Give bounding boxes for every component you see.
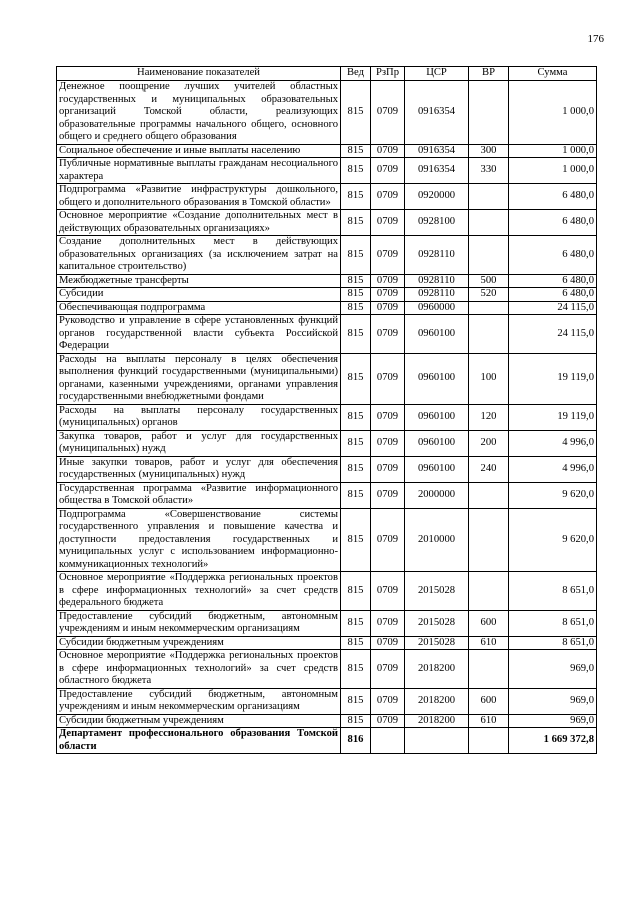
cell-vr: 500: [469, 274, 509, 288]
cell-rzpr: 0709: [371, 236, 405, 275]
cell-name: Создание дополнительных мест в действующих образовательных организациях (за исключением затрат на капитальное строительство): [57, 236, 341, 275]
cell-sum: 6 480,0: [509, 210, 597, 236]
cell-name: Государственная программа «Развитие информационного общества в Томской области»: [57, 482, 341, 508]
cell-csr: 0960000: [405, 301, 469, 315]
cell-ved: 815: [341, 210, 371, 236]
header-ved: Вед: [341, 67, 371, 81]
table-row: [57, 728, 597, 754]
cell-name: Закупка товаров, работ и услуг для государственных (муниципальных) нужд: [57, 430, 341, 456]
cell-ved: 815: [341, 158, 371, 184]
cell-rzpr: 0709: [371, 714, 405, 728]
table-row: [57, 288, 597, 302]
cell-sum: 969,0: [509, 650, 597, 689]
cell-csr: 0960100: [405, 430, 469, 456]
cell-vr: 200: [469, 430, 509, 456]
cell-name: Социальное обеспечение и иные выплаты населению: [57, 144, 341, 158]
cell-rzpr: 0709: [371, 404, 405, 430]
table-row: [57, 430, 597, 456]
table-row: [57, 274, 597, 288]
cell-csr: 2015028: [405, 610, 469, 636]
cell-name: Обеспечивающая подпрограмма: [57, 301, 341, 315]
table-row: [57, 714, 597, 728]
table-row: [57, 688, 597, 714]
cell-ved: 815: [341, 636, 371, 650]
cell-sum: 969,0: [509, 714, 597, 728]
cell-sum: 24 115,0: [509, 301, 597, 315]
cell-ved: 815: [341, 81, 371, 145]
cell-csr: 2010000: [405, 508, 469, 572]
cell-name: Основное мероприятие «Поддержка региональных проектов в сфере информационных технологий» за счет средств федерального бюджета: [57, 572, 341, 611]
cell-vr: 330: [469, 158, 509, 184]
cell-name: Расходы на выплаты персоналу в целях обеспечения выполнения функций государственными (муниципальными) органами, казенными учреждениями, органами управления государственными внебюджетными фондами: [57, 353, 341, 404]
cell-name: Департамент профессионального образования Томской области: [57, 728, 341, 754]
table-row: [57, 301, 597, 315]
cell-csr: 2000000: [405, 482, 469, 508]
cell-rzpr: 0709: [371, 274, 405, 288]
cell-sum: 1 000,0: [509, 81, 597, 145]
cell-ved: 815: [341, 456, 371, 482]
cell-sum: 6 480,0: [509, 274, 597, 288]
cell-ved: 815: [341, 315, 371, 354]
cell-vr: [469, 81, 509, 145]
cell-csr: 2018200: [405, 688, 469, 714]
header-vr: ВР: [469, 67, 509, 81]
cell-vr: 600: [469, 610, 509, 636]
cell-sum: 1 000,0: [509, 158, 597, 184]
cell-name: Основное мероприятие «Создание дополнительных мест в действующих образовательных организациях»: [57, 210, 341, 236]
cell-name: Подпрограмма «Развитие инфраструктуры дошкольного, общего и дополнительного образования в Томской области»: [57, 184, 341, 210]
cell-rzpr: 0709: [371, 144, 405, 158]
cell-sum: 969,0: [509, 688, 597, 714]
cell-rzpr: 0709: [371, 301, 405, 315]
cell-name: Предоставление субсидий бюджетным, автономным учреждениям и иным некоммерческим организациям: [57, 610, 341, 636]
cell-name: Подпрограмма «Совершенствование системы государственного управления и повышение качества и доступности предоставления государственных и муниципальных услуг с использованием информационно-коммуникационных технологий»: [57, 508, 341, 572]
cell-vr: [469, 315, 509, 354]
cell-rzpr: 0709: [371, 456, 405, 482]
cell-vr: [469, 482, 509, 508]
cell-sum: 8 651,0: [509, 636, 597, 650]
cell-csr: 0960100: [405, 353, 469, 404]
cell-ved: 815: [341, 610, 371, 636]
cell-ved: 815: [341, 274, 371, 288]
table-row: [57, 158, 597, 184]
cell-vr: 610: [469, 714, 509, 728]
cell-rzpr: 0709: [371, 288, 405, 302]
header-rzpr: РзПр: [371, 67, 405, 81]
table-row: [57, 144, 597, 158]
cell-sum: 6 480,0: [509, 184, 597, 210]
cell-name: Иные закупки товаров, работ и услуг для обеспечения государственных (муниципальных) нужд: [57, 456, 341, 482]
cell-ved: 816: [341, 728, 371, 754]
cell-ved: 815: [341, 236, 371, 275]
cell-rzpr: 0709: [371, 650, 405, 689]
cell-ved: 815: [341, 430, 371, 456]
cell-ved: 815: [341, 650, 371, 689]
cell-rzpr: 0709: [371, 508, 405, 572]
cell-sum: 8 651,0: [509, 610, 597, 636]
cell-csr: 0916354: [405, 81, 469, 145]
cell-csr: 2018200: [405, 714, 469, 728]
cell-name: Публичные нормативные выплаты гражданам несоциального характера: [57, 158, 341, 184]
table-row: [57, 81, 597, 145]
cell-sum: 24 115,0: [509, 315, 597, 354]
cell-rzpr: 0709: [371, 482, 405, 508]
table-row: [57, 610, 597, 636]
cell-csr: 0916354: [405, 144, 469, 158]
cell-rzpr: 0709: [371, 353, 405, 404]
cell-csr: 0920000: [405, 184, 469, 210]
cell-vr: 520: [469, 288, 509, 302]
cell-rzpr: 0709: [371, 81, 405, 145]
cell-csr: 0960100: [405, 456, 469, 482]
cell-ved: 815: [341, 482, 371, 508]
cell-ved: 815: [341, 714, 371, 728]
table-row: [57, 236, 597, 275]
cell-name: Предоставление субсидий бюджетным, автономным учреждениям и иным некоммерческим организациям: [57, 688, 341, 714]
cell-csr: 0928110: [405, 288, 469, 302]
cell-rzpr: 0709: [371, 430, 405, 456]
cell-rzpr: 0709: [371, 636, 405, 650]
cell-name: Денежное поощрение лучших учителей областных государственных и муниципальных образовательных организаций Томской области, реализующих образовательные программы начального общего, основного общего и среднего общего образования: [57, 81, 341, 145]
cell-ved: 815: [341, 572, 371, 611]
cell-rzpr: [371, 728, 405, 754]
cell-rzpr: 0709: [371, 572, 405, 611]
table-row: [57, 636, 597, 650]
cell-ved: 815: [341, 184, 371, 210]
cell-csr: 2018200: [405, 650, 469, 689]
cell-sum: 4 996,0: [509, 430, 597, 456]
cell-ved: 815: [341, 144, 371, 158]
cell-csr: 0928110: [405, 274, 469, 288]
cell-ved: 815: [341, 301, 371, 315]
cell-rzpr: 0709: [371, 210, 405, 236]
table-row: [57, 508, 597, 572]
cell-sum: 9 620,0: [509, 508, 597, 572]
table-row: [57, 404, 597, 430]
cell-rzpr: 0709: [371, 184, 405, 210]
cell-sum: 4 996,0: [509, 456, 597, 482]
cell-name: Расходы на выплаты персоналу государственных (муниципальных) органов: [57, 404, 341, 430]
cell-sum: 1 669 372,8: [509, 728, 597, 754]
cell-vr: [469, 184, 509, 210]
cell-name: Межбюджетные трансферты: [57, 274, 341, 288]
header-csr: ЦСР: [405, 67, 469, 81]
cell-rzpr: 0709: [371, 315, 405, 354]
cell-sum: 1 000,0: [509, 144, 597, 158]
cell-csr: 0960100: [405, 315, 469, 354]
cell-rzpr: 0709: [371, 688, 405, 714]
header-name: Наименование показателей: [57, 67, 341, 81]
cell-rzpr: 0709: [371, 610, 405, 636]
table-row: [57, 482, 597, 508]
cell-vr: [469, 572, 509, 611]
table-row: [57, 315, 597, 354]
cell-sum: 9 620,0: [509, 482, 597, 508]
cell-vr: 610: [469, 636, 509, 650]
cell-vr: [469, 301, 509, 315]
cell-vr: 600: [469, 688, 509, 714]
table-header-row: [57, 67, 597, 81]
cell-ved: 815: [341, 288, 371, 302]
header-sum: Сумма: [509, 67, 597, 81]
cell-name: Руководство и управление в сфере установленных функций органов государственной власти субъекта Российской Федерации: [57, 315, 341, 354]
cell-name: Субсидии: [57, 288, 341, 302]
cell-vr: [469, 236, 509, 275]
cell-sum: 8 651,0: [509, 572, 597, 611]
table-row: [57, 572, 597, 611]
cell-name: Субсидии бюджетным учреждениям: [57, 714, 341, 728]
cell-csr: [405, 728, 469, 754]
cell-sum: 6 480,0: [509, 236, 597, 275]
cell-sum: 19 119,0: [509, 404, 597, 430]
cell-vr: 120: [469, 404, 509, 430]
table-row: [57, 456, 597, 482]
cell-csr: 2015028: [405, 572, 469, 611]
cell-vr: [469, 728, 509, 754]
page-number: 176: [587, 33, 604, 45]
cell-csr: 2015028: [405, 636, 469, 650]
cell-name: Основное мероприятие «Поддержка региональных проектов в сфере информационных технологий» за счет средств областного бюджета: [57, 650, 341, 689]
cell-ved: 815: [341, 353, 371, 404]
cell-ved: 815: [341, 404, 371, 430]
cell-csr: 0916354: [405, 158, 469, 184]
cell-sum: 19 119,0: [509, 353, 597, 404]
cell-vr: 240: [469, 456, 509, 482]
table-row: [57, 650, 597, 689]
cell-vr: 300: [469, 144, 509, 158]
table-row: [57, 210, 597, 236]
table-row: [57, 353, 597, 404]
cell-csr: 0928110: [405, 236, 469, 275]
cell-vr: [469, 210, 509, 236]
cell-vr: 100: [469, 353, 509, 404]
cell-csr: 0960100: [405, 404, 469, 430]
cell-name: Субсидии бюджетным учреждениям: [57, 636, 341, 650]
table-row: [57, 184, 597, 210]
cell-vr: [469, 508, 509, 572]
cell-ved: 815: [341, 508, 371, 572]
cell-csr: 0928100: [405, 210, 469, 236]
budget-table: [56, 66, 597, 754]
cell-sum: 6 480,0: [509, 288, 597, 302]
cell-rzpr: 0709: [371, 158, 405, 184]
cell-ved: 815: [341, 688, 371, 714]
cell-vr: [469, 650, 509, 689]
